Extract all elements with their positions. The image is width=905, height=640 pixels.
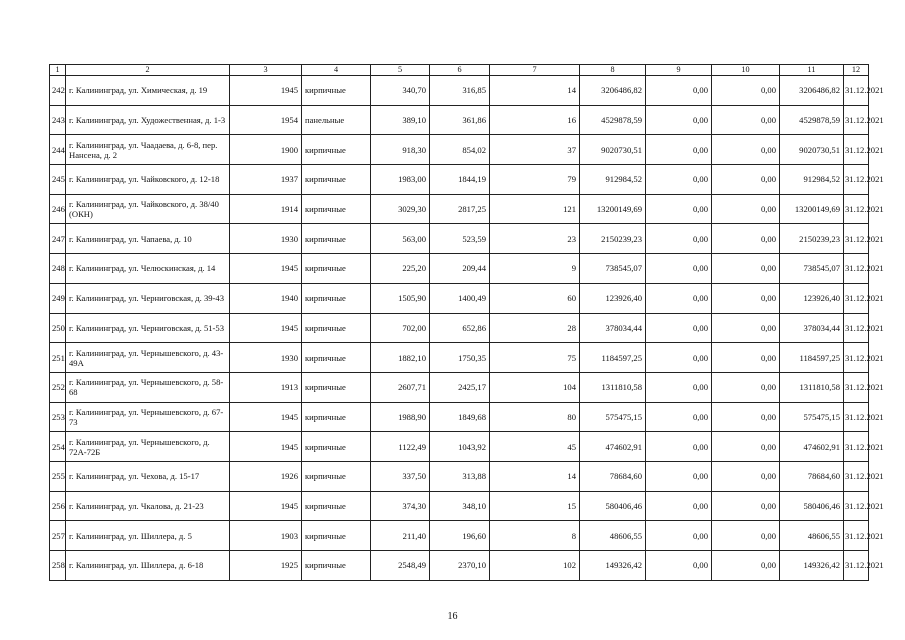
value-cell: 9 <box>490 254 580 284</box>
value-cell: 912984,52 <box>780 165 844 195</box>
address-cell: г. Калининград, ул. Чайковского, д. 38/40 (ОКН) <box>66 194 230 224</box>
material-cell: кирпичные <box>302 551 371 581</box>
date-cell: 31.12.2021 <box>844 313 869 343</box>
table-row <box>50 551 869 581</box>
address-cell: г. Калининград, ул. Чернышевского, д. 67-73 <box>66 402 230 432</box>
value-cell: 78684,60 <box>780 461 844 491</box>
address-cell: г. Калининград, ул. Чернышевского, д. 72А-72Б <box>66 432 230 462</box>
value-cell: 0,00 <box>646 372 712 402</box>
value-cell: 2548,49 <box>371 551 430 581</box>
row-number: 251 <box>50 343 66 373</box>
row-number: 257 <box>50 521 66 551</box>
year-cell: 1900 <box>230 135 302 165</box>
value-cell: 0,00 <box>712 76 780 106</box>
row-number: 256 <box>50 491 66 521</box>
year-cell: 1945 <box>230 76 302 106</box>
material-cell: кирпичные <box>302 343 371 373</box>
value-cell: 149326,42 <box>580 551 646 581</box>
value-cell: 4529878,59 <box>780 105 844 135</box>
date-cell: 31.12.2021 <box>844 343 869 373</box>
value-cell: 0,00 <box>646 76 712 106</box>
value-cell: 1311810,58 <box>580 372 646 402</box>
address-cell: г. Калининград, ул. Чайковского, д. 12-18 <box>66 165 230 195</box>
value-cell: 580406,46 <box>780 491 844 521</box>
value-cell: 15 <box>490 491 580 521</box>
table-row <box>50 402 869 432</box>
year-cell: 1945 <box>230 432 302 462</box>
value-cell: 1184597,25 <box>780 343 844 373</box>
value-cell: 4529878,59 <box>580 105 646 135</box>
value-cell: 3029,30 <box>371 194 430 224</box>
value-cell: 580406,46 <box>580 491 646 521</box>
value-cell: 225,20 <box>371 254 430 284</box>
material-cell: кирпичные <box>302 461 371 491</box>
material-cell: кирпичные <box>302 432 371 462</box>
page-number: 16 <box>447 611 458 622</box>
date-cell: 31.12.2021 <box>844 283 869 313</box>
value-cell: 0,00 <box>712 194 780 224</box>
address-cell: г. Калининград, ул. Химическая, д. 19 <box>66 76 230 106</box>
material-cell: кирпичные <box>302 521 371 551</box>
value-cell: 0,00 <box>712 521 780 551</box>
row-number: 245 <box>50 165 66 195</box>
value-cell: 0,00 <box>712 343 780 373</box>
column-header: 6 <box>430 65 490 76</box>
value-cell: 652,86 <box>430 313 490 343</box>
value-cell: 0,00 <box>646 343 712 373</box>
table-row <box>50 165 869 195</box>
column-header: 7 <box>490 65 580 76</box>
value-cell: 0,00 <box>712 402 780 432</box>
year-cell: 1940 <box>230 283 302 313</box>
value-cell: 48606,55 <box>780 521 844 551</box>
table-row <box>50 313 869 343</box>
value-cell: 23 <box>490 224 580 254</box>
address-cell: г. Калининград, ул. Челюскинская, д. 14 <box>66 254 230 284</box>
year-cell: 1937 <box>230 165 302 195</box>
value-cell: 0,00 <box>646 165 712 195</box>
row-number: 252 <box>50 372 66 402</box>
value-cell: 1311810,58 <box>780 372 844 402</box>
table-row <box>50 224 869 254</box>
material-cell: кирпичные <box>302 165 371 195</box>
value-cell: 316,85 <box>430 76 490 106</box>
value-cell: 211,40 <box>371 521 430 551</box>
value-cell: 348,10 <box>430 491 490 521</box>
year-cell: 1925 <box>230 551 302 581</box>
year-cell: 1930 <box>230 224 302 254</box>
year-cell: 1914 <box>230 194 302 224</box>
year-cell: 1945 <box>230 402 302 432</box>
value-cell: 523,59 <box>430 224 490 254</box>
value-cell: 0,00 <box>646 224 712 254</box>
row-number: 253 <box>50 402 66 432</box>
row-number: 242 <box>50 76 66 106</box>
value-cell: 0,00 <box>712 461 780 491</box>
address-cell: г. Калининград, ул. Чехова, д. 15-17 <box>66 461 230 491</box>
year-cell: 1913 <box>230 372 302 402</box>
row-number: 249 <box>50 283 66 313</box>
date-cell: 31.12.2021 <box>844 254 869 284</box>
value-cell: 854,02 <box>430 135 490 165</box>
table-row <box>50 521 869 551</box>
value-cell: 121 <box>490 194 580 224</box>
material-cell: кирпичные <box>302 313 371 343</box>
column-header: 12 <box>844 65 869 76</box>
value-cell: 1844,19 <box>430 165 490 195</box>
value-cell: 123926,40 <box>780 283 844 313</box>
value-cell: 1400,49 <box>430 283 490 313</box>
value-cell: 702,00 <box>371 313 430 343</box>
value-cell: 0,00 <box>712 165 780 195</box>
value-cell: 2150239,23 <box>580 224 646 254</box>
value-cell: 2370,10 <box>430 551 490 581</box>
value-cell: 738545,07 <box>780 254 844 284</box>
value-cell: 0,00 <box>712 313 780 343</box>
value-cell: 2607,71 <box>371 372 430 402</box>
value-cell: 378034,44 <box>780 313 844 343</box>
address-cell: г. Калининград, ул. Черниговская, д. 51-53 <box>66 313 230 343</box>
value-cell: 123926,40 <box>580 283 646 313</box>
date-cell: 31.12.2021 <box>844 402 869 432</box>
row-number: 243 <box>50 105 66 135</box>
date-cell: 31.12.2021 <box>844 372 869 402</box>
value-cell: 1043,92 <box>430 432 490 462</box>
value-cell: 1988,90 <box>371 402 430 432</box>
value-cell: 196,60 <box>430 521 490 551</box>
row-number: 258 <box>50 551 66 581</box>
value-cell: 340,70 <box>371 76 430 106</box>
value-cell: 0,00 <box>712 254 780 284</box>
value-cell: 0,00 <box>646 461 712 491</box>
value-cell: 0,00 <box>712 283 780 313</box>
value-cell: 374,30 <box>371 491 430 521</box>
value-cell: 361,86 <box>430 105 490 135</box>
value-cell: 0,00 <box>646 283 712 313</box>
row-number: 247 <box>50 224 66 254</box>
material-cell: кирпичные <box>302 372 371 402</box>
value-cell: 313,88 <box>430 461 490 491</box>
value-cell: 563,00 <box>371 224 430 254</box>
column-header: 8 <box>580 65 646 76</box>
row-number: 250 <box>50 313 66 343</box>
value-cell: 912984,52 <box>580 165 646 195</box>
date-cell: 31.12.2021 <box>844 551 869 581</box>
value-cell: 78684,60 <box>580 461 646 491</box>
year-cell: 1954 <box>230 105 302 135</box>
address-cell: г. Калининград, ул. Шиллера, д. 6-18 <box>66 551 230 581</box>
header-row <box>50 65 869 76</box>
date-cell: 31.12.2021 <box>844 194 869 224</box>
value-cell: 738545,07 <box>580 254 646 284</box>
value-cell: 0,00 <box>712 135 780 165</box>
material-cell: кирпичные <box>302 194 371 224</box>
column-header: 9 <box>646 65 712 76</box>
value-cell: 75 <box>490 343 580 373</box>
row-number: 248 <box>50 254 66 284</box>
value-cell: 16 <box>490 105 580 135</box>
table-row <box>50 135 869 165</box>
value-cell: 1882,10 <box>371 343 430 373</box>
value-cell: 575475,15 <box>580 402 646 432</box>
date-cell: 31.12.2021 <box>844 521 869 551</box>
value-cell: 3206486,82 <box>780 76 844 106</box>
value-cell: 1505,90 <box>371 283 430 313</box>
material-cell: кирпичные <box>302 402 371 432</box>
value-cell: 28 <box>490 313 580 343</box>
value-cell: 3206486,82 <box>580 76 646 106</box>
material-cell: кирпичные <box>302 491 371 521</box>
row-number: 246 <box>50 194 66 224</box>
value-cell: 2817,25 <box>430 194 490 224</box>
value-cell: 389,10 <box>371 105 430 135</box>
table-row <box>50 76 869 106</box>
date-cell: 31.12.2021 <box>844 491 869 521</box>
address-cell: г. Калининград, ул. Чаадаева, д. 6-8, пер. Нансена, д. 2 <box>66 135 230 165</box>
row-number: 254 <box>50 432 66 462</box>
value-cell: 0,00 <box>646 432 712 462</box>
value-cell: 0,00 <box>712 432 780 462</box>
value-cell: 0,00 <box>646 551 712 581</box>
value-cell: 60 <box>490 283 580 313</box>
column-header: 4 <box>302 65 371 76</box>
column-header: 1 <box>50 65 66 76</box>
value-cell: 14 <box>490 461 580 491</box>
value-cell: 9020730,51 <box>780 135 844 165</box>
value-cell: 1849,68 <box>430 402 490 432</box>
material-cell: панельные <box>302 105 371 135</box>
value-cell: 0,00 <box>646 135 712 165</box>
value-cell: 37 <box>490 135 580 165</box>
value-cell: 0,00 <box>646 194 712 224</box>
value-cell: 1184597,25 <box>580 343 646 373</box>
table-body <box>50 76 884 581</box>
table-row <box>50 343 869 373</box>
value-cell: 149326,42 <box>780 551 844 581</box>
column-header: 10 <box>712 65 780 76</box>
table-row <box>50 283 869 313</box>
year-cell: 1945 <box>230 313 302 343</box>
value-cell: 575475,15 <box>780 402 844 432</box>
table-row <box>50 105 869 135</box>
date-cell: 31.12.2021 <box>844 432 869 462</box>
value-cell: 1983,00 <box>371 165 430 195</box>
value-cell: 0,00 <box>646 491 712 521</box>
value-cell: 209,44 <box>430 254 490 284</box>
year-cell: 1945 <box>230 254 302 284</box>
date-cell: 31.12.2021 <box>844 135 869 165</box>
value-cell: 2150239,23 <box>780 224 844 254</box>
row-number: 244 <box>50 135 66 165</box>
year-cell: 1945 <box>230 491 302 521</box>
column-header: 11 <box>780 65 844 76</box>
column-header: 2 <box>66 65 230 76</box>
value-cell: 13200149,69 <box>580 194 646 224</box>
value-cell: 1750,35 <box>430 343 490 373</box>
value-cell: 48606,55 <box>580 521 646 551</box>
table-row <box>50 432 869 462</box>
address-cell: г. Калининград, ул. Чернышевского, д. 43-49А <box>66 343 230 373</box>
value-cell: 474602,91 <box>580 432 646 462</box>
material-cell: кирпичные <box>302 76 371 106</box>
value-cell: 2425,17 <box>430 372 490 402</box>
date-cell: 31.12.2021 <box>844 165 869 195</box>
value-cell: 8 <box>490 521 580 551</box>
address-cell: г. Калининград, ул. Чапаева, д. 10 <box>66 224 230 254</box>
year-cell: 1930 <box>230 343 302 373</box>
value-cell: 104 <box>490 372 580 402</box>
table-row <box>50 491 869 521</box>
value-cell: 378034,44 <box>580 313 646 343</box>
address-cell: г. Калининград, ул. Черниговская, д. 39-43 <box>66 283 230 313</box>
value-cell: 0,00 <box>712 105 780 135</box>
column-header: 5 <box>371 65 430 76</box>
material-cell: кирпичные <box>302 224 371 254</box>
value-cell: 102 <box>490 551 580 581</box>
table-row <box>50 254 869 284</box>
value-cell: 474602,91 <box>780 432 844 462</box>
data-table <box>49 64 884 581</box>
value-cell: 45 <box>490 432 580 462</box>
date-cell: 31.12.2021 <box>844 76 869 106</box>
value-cell: 0,00 <box>646 254 712 284</box>
column-header: 3 <box>230 65 302 76</box>
year-cell: 1926 <box>230 461 302 491</box>
table-row <box>50 194 869 224</box>
value-cell: 0,00 <box>712 551 780 581</box>
table-header <box>50 65 869 76</box>
value-cell: 918,30 <box>371 135 430 165</box>
address-cell: г. Калининград, ул. Художественная, д. 1-3 <box>66 105 230 135</box>
value-cell: 0,00 <box>646 313 712 343</box>
value-cell: 0,00 <box>646 105 712 135</box>
date-cell: 31.12.2021 <box>844 461 869 491</box>
material-cell: кирпичные <box>302 254 371 284</box>
address-cell: г. Калининград, ул. Чкалова, д. 21-23 <box>66 491 230 521</box>
address-cell: г. Калининград, ул. Шиллера, д. 5 <box>66 521 230 551</box>
value-cell: 14 <box>490 76 580 106</box>
material-cell: кирпичные <box>302 135 371 165</box>
row-number: 255 <box>50 461 66 491</box>
value-cell: 1122,49 <box>371 432 430 462</box>
value-cell: 80 <box>490 402 580 432</box>
value-cell: 0,00 <box>646 521 712 551</box>
value-cell: 0,00 <box>646 402 712 432</box>
value-cell: 337,50 <box>371 461 430 491</box>
address-cell: г. Калининград, ул. Чернышевского, д. 58-68 <box>66 372 230 402</box>
value-cell: 0,00 <box>712 491 780 521</box>
table-row <box>50 461 869 491</box>
value-cell: 9020730,51 <box>580 135 646 165</box>
date-cell: 31.12.2021 <box>844 105 869 135</box>
date-cell: 31.12.2021 <box>844 224 869 254</box>
value-cell: 0,00 <box>712 372 780 402</box>
value-cell: 0,00 <box>712 224 780 254</box>
value-cell: 13200149,69 <box>780 194 844 224</box>
value-cell: 79 <box>490 165 580 195</box>
material-cell: кирпичные <box>302 283 371 313</box>
table-row <box>50 372 869 402</box>
year-cell: 1903 <box>230 521 302 551</box>
